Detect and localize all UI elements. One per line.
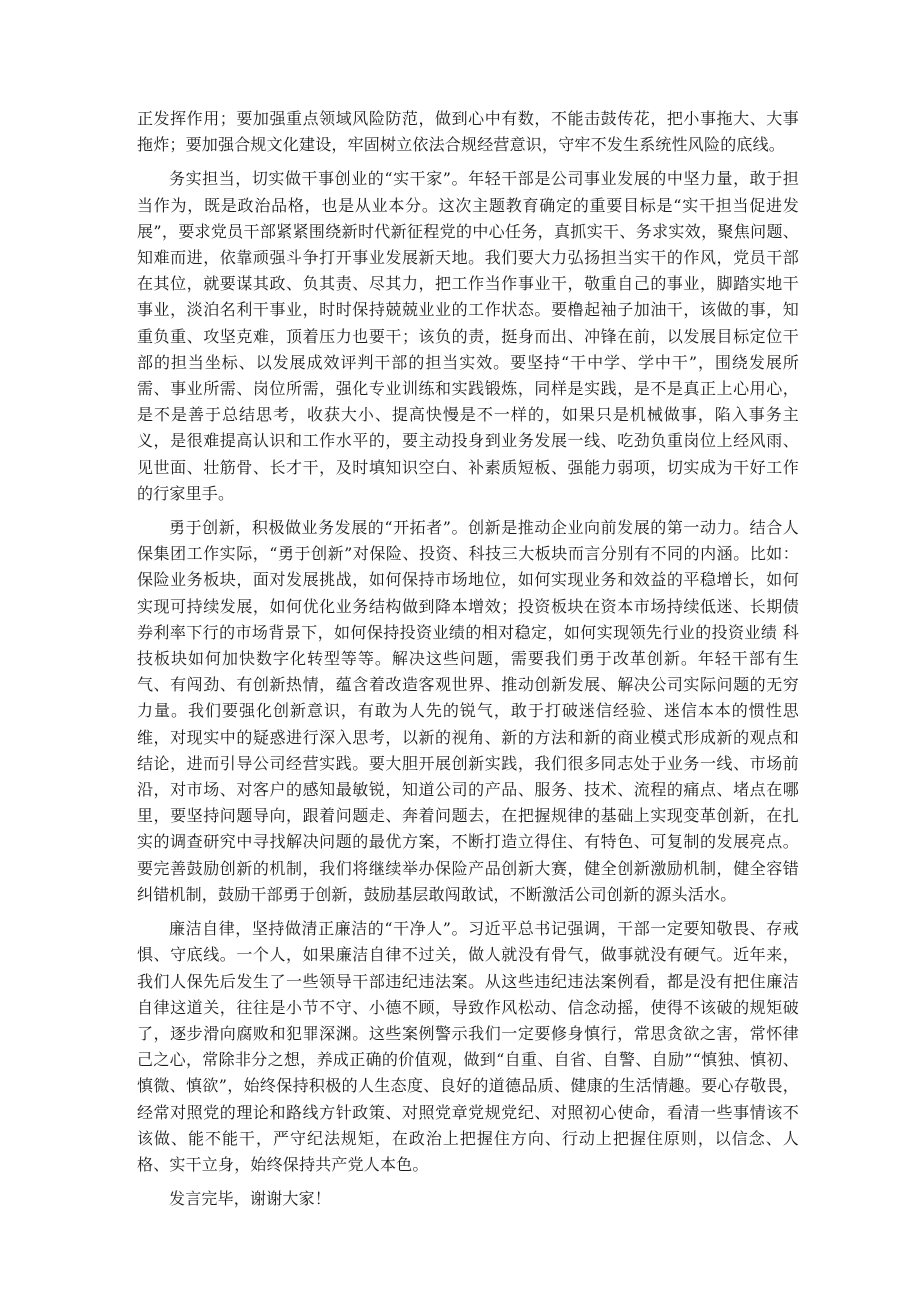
document-body bbox=[137, 106, 799, 1220]
paragraph-continuation: 正发挥作用；要加强重点领域风险防范，做到心中有数，不能击鼓传花，把小事拖大、大事拖炸；要加强合规文化建设，牢固树立依法合规经营意识，守牢不发生系统性风险的底线。 bbox=[137, 109, 799, 155]
paragraph-practical-responsibility: 务实担当，切实做干事创业的“实干家”。年轻干部是公司事业发展的中坚力量，敢于担当作为，既是政治品格，也是从业本分。这次主题教育确定的重要目标是“实干担当促进发展”，要求党员干部紧紧围绕新时代新征程党的中心任务，真抓实干、务求实效，聚焦问题、知难而进，依靠顽强斗争打开事业发展新天地。我们要大力弘扬担当实干的作风，党员干部在其位，就要谋其政、负其责、尽其力，把工作当作事业干，敬重自己的事业，脚踏实地干事业，淡泊名利干事业，时时保持兢兢业业的工作状态。要橹起袖子加油干，该做的事，知重负重、攻坚克难，顶着压力也要干；该负的责，挺身而出、冲锋在前，以发展目标定位干部的担当坐标、以发展成效评判干部的担当实效。要坚持“干中学、学中干”，围绕发展所需、事业所需、岗位所需，强化专业训练和实践锻炼，同样是实践，是不是真正上心用心，是不是善于总结思考，收获大小、提高快慢是不一样的，如果只是机械做事，陷入事务主义，是很难提高认识和工作水平的，要主动投身到业务发展一线、吃劲负重岗位上经风雨、见世面、壮筋骨、长才干，及时填知识空白、补素质短板、强能力弱项，切实成为干好工作的行家里手。 bbox=[137, 169, 799, 503]
paragraph-closing: 发言完毕，谢谢大家！ bbox=[169, 1189, 332, 1209]
paragraph-innovation: 勇于创新，积极做业务发展的“开拓者”。创新是推动企业向前发展的第一动力。结合人保集团工作实际，“勇于创新”对保险、投资、科技三大板块而言分别有不同的内涵。比如：保险业务板块，面对发展挑战，如何保持市场地位，如何实现业务和效益的平稳增长，如何实现可持续发展，如何优化业务结构做到降本增效；投资板块在资本市场持续低迷、长期债券利率下行的市场背景下，如何保持投资业绩的相对稳定，如何实现领先行业的投资业绩 科技板块如何加快数字化转型等等。解决这些问题，需要我们勇于改革创新。年轻干部有生气、有闯劲、有创新热情，蕴含着改造客观世界、推动创新发展、解决公司实际问题的无穷力量。我们要强化创新意识，有敢为人先的锐气，敢于打破迷信经验、迷信本本的惯性思维，对现实中的疑惑进行深入思考，以新的视角、新的方法和新的商业模式形成新的观点和结论，进而引导公司经营实践。要大胆开展创新实践，我们很多同志处于业务一线、市场前沿，对市场、对客户的感知最敏锐，知道公司的产品、服务、技术、流程的痛点、堵点在哪里，要坚持问题导向，跟着问题走、奔着问题去，在把握规律的基础上实现变革创新，在扎实的调查研究中寻找解决问题的最优方案，不断打造立得住、有特色、可复制的发展亮点。要完善鼓励创新的机制，我们将继续举办保险产品创新大赛，健全创新激励机制，健全容错纠错机制，鼓励干部勇于创新，鼓励基层敢闯敢试，不断激活公司创新的源头活水。 bbox=[137, 518, 799, 904]
paragraph-integrity: 廉洁自律，坚持做清正廉洁的“干净人”。习近平总书记强调，干部一定要知敬畏、存戒惧、守底线。一个人，如果廉洁自律不过关，做人就没有骨气，做事就没有硬气。近年来，我们人保先后发生了一些领导干部违纪违法案。从这些违纪违法案例看，都是没有把住廉洁自律这道关，往往是小节不守、小德不顾，导致作风松动、信念动摇，使得不该破的规矩破了，逐步滑向腐败和犯罪深渊。这些案例警示我们一定要修身慎行，常思贪欲之害，常怀律己之心，常除非分之想，养成正确的价值观，做到“自重、自省、自警、自励”“慎独、慎初、慎微、慎欲”，始终保持积极的人生态度、良好的道德品质、健康的生活情趣。要心存敬畏，经常对照党的理论和路线方针政策、对照党章党规党纪、对照初心使命，看清一些事情该不该做、能不能干，严守纪法规矩，在政治上把握住方向、行动上把握住原则，以信念、人格、实干立身，始终保持共产党人本色。 bbox=[137, 919, 799, 1174]
